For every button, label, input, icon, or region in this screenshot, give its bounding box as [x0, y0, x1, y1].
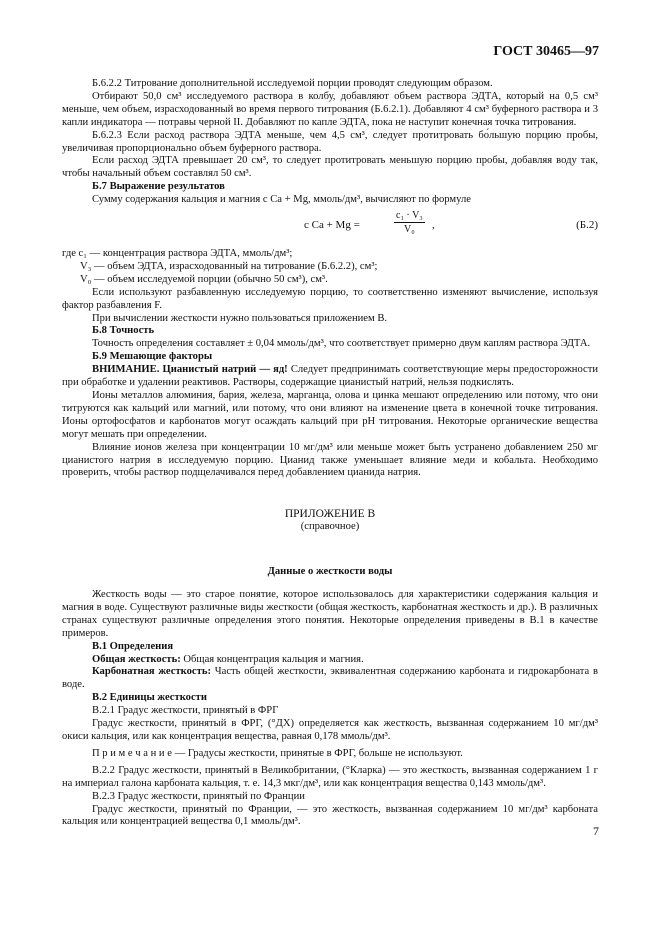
- definition-total-label: Общая жесткость:: [92, 653, 181, 665]
- formula-b2: [62, 208, 598, 242]
- formula-fraction: [394, 210, 425, 235]
- heading-v23: В.2.3 Градус жесткости, принятый по Франции: [92, 790, 305, 802]
- appendix-heading: Данные о жесткости воды: [267, 566, 393, 577]
- paragraph-b622: Б.6.2.2 Титрование дополнительной исследуемой порции проводят следующим образом.: [92, 78, 493, 89]
- definition-total-text: Общая концентрация кальция и магния.: [180, 653, 364, 665]
- heading-b8: [62, 325, 598, 338]
- section-b7-b9-block: [62, 248, 598, 480]
- paragraph-edta-excess: Если расход ЭДТА превышает 20 см³, то следует протитровать меньшую порцию пробы, добавляя воду так, чтобы начальный объем составлял 50 см³.: [62, 155, 598, 180]
- paragraph-iron-ions: Влияние ионов железа при концентрации 10 мг/дм³ или меньше может быть устранено добавлением 250 мг цианистого натрия в исследуемую порцию. Цианид также уменьшает влияние меди и кобальта. Необходимо проверить, чтобы раствор подщелачивался перед добавлением цианида натрия.: [62, 441, 598, 479]
- formula-comma: ,: [432, 219, 435, 231]
- paragraph-v22: В.2.2 Градус жесткости, принятый в Великобритании, (°Кларка) — это жесткость, вызванная содержанием 1 г на империал галона карбоната кальция, т. е. 14,3 мкг/дм³, или как концентрация вещества 0,143 ммоль/дм³.: [62, 764, 598, 789]
- where-v3: V₃ — объем ЭДТА, израсходованный на титрование (Б.6.2.2), см³;: [80, 260, 378, 272]
- heading-b7-text: Б.7 Выражение результатов: [92, 181, 225, 193]
- heading-v1: [62, 641, 598, 654]
- page-number: 7: [593, 824, 599, 838]
- paragraph-appendix-ref: При вычислении жесткости нужно пользоваться приложением В.: [92, 312, 388, 324]
- paragraph-b623: Б.6.2.3 Если расход раствора ЭДТА меньше, чем 4,5 см³, следует протитровать бо́льшую порцию пробы, увеличивая пропорционально объем буферного раствора.: [62, 129, 598, 154]
- definition-carbonate: [62, 666, 598, 692]
- paragraph-accuracy: Точность определения составляет ± 0,04 ммоль/дм³, что соответствует примерно двум каплям раствора ЭДТА.: [92, 338, 591, 350]
- heading-b8-text: Б.8 Точность: [92, 325, 155, 337]
- appendix-title: ПРИЛОЖЕНИЕ В: [284, 508, 376, 520]
- document-id: ГОСТ 30465—97: [493, 44, 599, 59]
- paragraph-sampling: Отбирают 50,0 см³ исследуемого раствора в колбу, добавляют объем раствора ЭДТА, который на 0,5 см³ меньше, чем объем, израсходованный во время первого титрования (Б.6.2.1). Добавляют 4 см³ буферного раствора и 3 капли индикатора — потравы черной II. Добавляют по капле ЭДТА, пока не наступит конечная точка титрования.: [62, 90, 598, 128]
- appendix-intro: Жесткость воды — это старое понятие, которое использовалось для характеристики содержания кальция и магния в воде. Существуют различные виды жесткости (общая жесткость, карбонатная жесткость и др.). В различных странах существуют различные определения этого понятия. Некоторые определения приведены в В.1 в качестве примеров.: [62, 589, 598, 639]
- heading-b9: [62, 351, 598, 364]
- note-text: — Градусы жесткости, принятые в ФРГ, больше не используют.: [171, 747, 463, 759]
- appendix-body: [62, 589, 598, 829]
- heading-v21: В.2.1 Градус жесткости, принятый в ФРГ: [92, 705, 279, 717]
- note-frg: [62, 748, 598, 761]
- warning-text: Следует предпринимать соответствующие меры предосторожности при обработке и удалении реактивов. Растворы, содержащие цианистый натрий, нельзя подкислять.: [62, 364, 599, 389]
- formula-numerator: c₁ · V₃: [396, 210, 423, 221]
- heading-v1-text: В.1 Определения: [92, 640, 174, 652]
- paragraph-dilution: Если используют разбавленную исследуемую порцию, то соответственно изменяют вычисление, используя фактор разбавления F.: [62, 286, 598, 311]
- where-v0: V₀ — объем исследуемой порции (обычно 50 см³), см³.: [80, 273, 328, 285]
- paragraph-metal-ions: Ионы металлов алюминия, бария, железа, марганца, олова и цинка мешают определению или потому, что они титруются как кальций или магний, или потому, что они влияют на изменение цвета в конечной точке титрования. Ионы ортофосфатов и карбонатов могут осаждать кальций при pH титрования. Некоторые органические вещества могут мешать при определении.: [62, 389, 598, 440]
- paragraph-v21: Градус жесткости, принятый в ФРГ, (°ДХ) определяется как жесткость, вызванная содержанием 10 мг/дм³ окиси кальция, или как концентрация вещества, равная 0,178 ммоль/дм³.: [62, 718, 598, 742]
- heading-b9-text: Б.9 Мешающие факторы: [92, 351, 213, 363]
- formula-denominator: V₀: [404, 224, 415, 235]
- section-b6-block: [62, 78, 598, 207]
- note-label: П р и м е ч а н и е: [92, 747, 172, 759]
- where-c1: где c₁ — концентрация раствора ЭДТА, ммоль/дм³;: [62, 248, 293, 259]
- heading-v2-text: В.2 Единицы жесткости: [92, 692, 207, 704]
- formula-number: (Б.2): [576, 219, 598, 231]
- warning-label: ВНИМАНИЕ. Цианистый натрий — яд!: [92, 364, 288, 376]
- definition-carbonate-text: Часть общей жесткости, эквивалентная содержанию карбоната и гидрокарбоната в воде.: [62, 666, 599, 691]
- definition-carbonate-label: Карбонатная жесткость:: [92, 666, 211, 678]
- appendix-subtitle: (справочное): [300, 521, 360, 532]
- formula-lhs: c Ca + Mg =: [304, 219, 360, 231]
- paragraph-b7-text: Сумму содержания кальция и магния c Ca + Mg, ммоль/дм³, вычисляют по формуле: [92, 194, 471, 206]
- heading-b7: [62, 181, 598, 194]
- paragraph-v23: Градус жесткости, принятый по Франции, — это жесткость, вызванная содержанием 10 мг/дм³ карбоната кальция или концентрацией вещества 0,1 ммоль/дм³.: [62, 803, 598, 828]
- paragraph-warning: [62, 364, 598, 390]
- definition-total: [62, 654, 598, 667]
- heading-v2: [62, 692, 598, 705]
